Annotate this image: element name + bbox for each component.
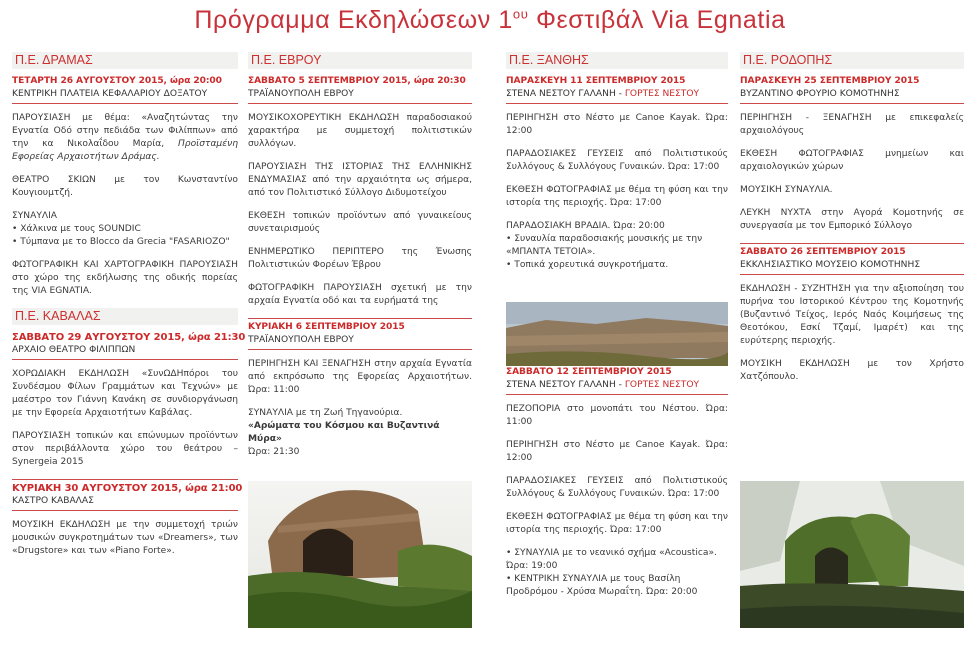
event-paragraph: ΠΕΡΙΗΓΗΣΗ - ΞΕΝΑΓΗΣΗ με επικεφαλείς αρχαιολόγους bbox=[740, 113, 964, 136]
list-item: • Συναυλία παραδοσιακής μουσικής με την «ΜΠΑΝΤΑ ΤΕΤΟΙΑ». bbox=[506, 234, 703, 257]
concert-label: ΣΥΝΑΥΛΙΑ bbox=[12, 211, 58, 221]
event-date: ΤΕΤΑΡΤΗ 26 ΑΥΓΟΥΣΤΟΥ 2015, ώρα 20:00 bbox=[12, 76, 222, 86]
list-item: • Τύμπανα με το Blocco da Grecia "FASARIOZO" bbox=[12, 237, 230, 247]
list-item: • Χάλκινα με τους SOUNDIC bbox=[12, 224, 141, 234]
event-paragraph: ΦΩΤΟΓΡΑΦΙΚΗ ΠΑΡΟΥΣΙΑΣΗ σχετική με την αρχαία Εγνατία οδό και τα ευρήματά της bbox=[248, 283, 472, 306]
event-date: ΣΑΒΒΑΤΟ 26 ΣΕΠΤΕΜΒΡΙΟΥ 2015 bbox=[740, 243, 964, 259]
event-paragraph: ΕΝΗΜΕΡΩΤΙΚΟ ΠΕΡΙΠΤΕΡΟ της Ένωσης Πολιτιστικών Φορέων Έβρου bbox=[248, 247, 472, 270]
list-item: • Τοπικά χορευτικά συγκροτήματα. bbox=[506, 260, 669, 270]
event-date: ΚΥΡΙΑΚΗ 30 ΑΥΓΟΥΣΤΟΥ 2015, ώρα 21:00 bbox=[12, 479, 238, 495]
event-paragraph: ΜΟΥΣΙΚΟΧΟΡΕΥΤΙΚΗ ΕΚΔΗΛΩΣΗ παραδοσιακού χαρακτήρα με συμμετοχή πολιτιστικών συλλόγων. bbox=[248, 113, 472, 149]
region-kavala: Π.Ε. ΚΑΒΑΛΑΣ bbox=[12, 308, 238, 325]
event-paragraph: ΠΕΡΙΗΓΗΣΗ στο Νέστο με Canoe Kayak. Ώρα: 12:00 bbox=[506, 113, 728, 136]
column-rodopi bbox=[740, 52, 964, 394]
event-paragraph: ΕΚΘΕΣΗ τοπικών προϊόντων από γυναικείους συνεταιρισμούς bbox=[248, 211, 472, 234]
event-place: ΑΡΧΑΙΟ ΘΕΑΤΡΟ ΦΙΛΙΠΠΩΝ bbox=[12, 344, 238, 360]
event-place: ΚΑΣΤΡΟ ΚΑΒΑΛΑΣ bbox=[12, 495, 238, 511]
column-evros bbox=[248, 52, 472, 459]
region-drama: Π.Ε. ΔΡΑΜΑΣ bbox=[12, 52, 238, 69]
photo-stone-wall bbox=[506, 302, 728, 366]
event-date: ΠΑΡΑΣΚΕΥΗ 25 ΣΕΠΤΕΜΒΡΙΟΥ 2015 bbox=[740, 76, 920, 86]
event-paragraph: ΠΑΡΟΥΣΙΑΣΗ με θέμα: «Αναζητώντας την Εγνατία Οδό στην πεδιάδα των Φιλίππων» από την κα Νικολαΐδου Μαρία, Προϊσταμένη Εφορείας Αρχαιοτήτων Δράμας. bbox=[12, 113, 238, 162]
region-evros: Π.Ε. ΕΒΡΟΥ bbox=[248, 52, 472, 69]
list-item: • ΚΕΝΤΡΙΚΗ ΣΥΝΑΥΛΙΑ με τους Βασίλη Προδρόμου - Χρύσα Μωραΐτη. Ώρα: 20:00 bbox=[506, 574, 698, 597]
event-paragraph: ΘΕΑΤΡΟ ΣΚΙΩΝ με τον Κωνσταντίνο Κουγιουμτζή. bbox=[12, 175, 238, 198]
concert-title: «Αρώματα του Κόσμου και Βυζαντινά Μύρα» bbox=[248, 421, 440, 444]
region-rodopi: Π.Ε. ΡΟΔΟΠΗΣ bbox=[740, 52, 964, 69]
concert-line: ΣΥΝΑΥΛΙΑ με τη Ζωή Τηγανούρια. bbox=[248, 408, 403, 418]
event-paragraph: ΠΑΡΑΔΟΣΙΑΚΕΣ ΓΕΥΣΕΙΣ από Πολιτιστικούς Συλλόγους & Συλλόγους Γυναικών. Ώρα: 17:00 bbox=[506, 476, 728, 499]
event-paragraph: ΜΟΥΣΙΚΗ ΕΚΔΗΛΩΣΗ με τον Χρήστο Χατζόπουλο. bbox=[740, 359, 964, 382]
event-paragraph: ΕΚΘΕΣΗ ΦΩΤΟΓΡΑΦΙΑΣ μνημείων και αρχαιολογικών χώρων bbox=[740, 149, 964, 172]
event-place: ΤΡΑΪΑΝΟΥΠΟΛΗ ΕΒΡΟΥ bbox=[248, 88, 472, 104]
event-paragraph: ΕΚΘΕΣΗ ΦΩΤΟΓΡΑΦΙΑΣ με θέμα τη φύση και την ιστορία της περιοχής. Ώρα: 17:00 bbox=[506, 512, 728, 535]
event-date: ΚΥΡΙΑΚΗ 6 ΣΕΠΤΕΜΒΡΙΟΥ 2015 bbox=[248, 318, 472, 334]
event-place: ΚΕΝΤΡΙΚΗ ΠΛΑΤΕΙΑ ΚΕΦΑΛΑΡΙΟΥ ΔΟΞΑΤΟΥ bbox=[12, 88, 238, 104]
event-paragraph: ΧΟΡΩΔΙΑΚΗ ΕΚΔΗΛΩΣΗ «ΣυνΩΔΗπόροι του Συνδέσμου Φίλων Γραμμάτων και Τεχνών» με μαέστρο τον Γιάννη Κανάκη σε συνδιοργάνωση με την Εφορεία Αρχαιοτήτων Καβάλας. bbox=[12, 369, 238, 418]
evening-label: ΠΑΡΑΔΟΣΙΑΚΗ ΒΡΑΔΙΑ. Ώρα: 20:00 bbox=[506, 221, 665, 231]
event-date: ΣΑΒΒΑΤΟ 29 ΑΥΓΟΥΣΤΟΥ 2015, ώρα 21:30 bbox=[12, 332, 246, 343]
event-paragraph: ΠΕΖΟΠΟΡΙΑ στο μονοπάτι του Νέστου. Ώρα: 11:00 bbox=[506, 404, 728, 427]
concert-list bbox=[506, 547, 728, 599]
concert-time: Ώρα: 21:30 bbox=[248, 447, 300, 457]
event-place: ΤΡΑΪΑΝΟΥΠΟΛΗ ΕΒΡΟΥ bbox=[248, 334, 472, 350]
column-drama-kavala bbox=[12, 52, 246, 568]
region-xanthi: Π.Ε. ΞΑΝΘΗΣ bbox=[506, 52, 728, 69]
page-title: Πρόγραμμα Εκδηλώσεων $1^{o\upsilon}$ Φεστιβάλ Via Egnatia bbox=[194, 6, 786, 34]
event-place: ΕΚΚΛΗΣΙΑΣΤΙΚΟ ΜΟΥΣΕΙΟ ΚΟΜΟΤΗΝΗΣ bbox=[740, 259, 964, 275]
event-paragraph: ΠΑΡΟΥΣΙΑΣΗ ΤΗΣ ΙΣΤΟΡΙΑΣ ΤΗΣ ΕΛΛΗΝΙΚΗΣ ΕΝΔΥΜΑΣΙΑΣ από την αρχαιότητα ως σήμερα, από τον Πολιτιστικό Σύλλογο Διδυμοτείχου bbox=[248, 162, 472, 198]
event-place: ΒΥΖΑΝΤΙΝΟ ΦΡΟΥΡΙΟ ΚΟΜΟΤΗΝΗΣ bbox=[740, 88, 964, 104]
event-date: ΣΑΒΒΑΤΟ 12 ΣΕΠΤΕΜΒΡΙΟΥ 2015 bbox=[506, 367, 672, 377]
event-paragraph: ΕΚΘΕΣΗ ΦΩΤΟΓΡΑΦΙΑΣ με θέμα τη φύση και την ιστορία της περιοχής. Ώρα: 17:00 bbox=[506, 185, 728, 208]
photo-chapel-in-trees bbox=[740, 481, 964, 628]
event-paragraph: ΛΕΥΚΗ ΝΥΧΤΑ στην Αγορά Κομοτηνής σε συνεργασία με τον Εμπορικό Σύλλογο bbox=[740, 208, 964, 231]
list-item: • ΣΥΝΑΥΛΙΑ με το νεανικό σχήμα «Acoustica». Ώρα: 19:00 bbox=[506, 548, 717, 571]
event-paragraph: ΠΑΡΑΔΟΣΙΑΚΕΣ ΓΕΥΣΕΙΣ από Πολιτιστικούς Συλλόγους & Συλλόγους Γυναικών. Ώρα: 17:00 bbox=[506, 149, 728, 172]
event-place: ΣΤΕΝΑ ΝΕΣΤΟΥ ΓΑΛΑΝΗ - ΓΟΡΤΕΣ ΝΕΣΤΟΥ bbox=[506, 88, 728, 104]
evening-list bbox=[506, 233, 728, 272]
concert-list bbox=[12, 223, 238, 249]
event-paragraph: ΜΟΥΣΙΚΗ ΕΚΔΗΛΩΣΗ με την συμμετοχή τριών μουσικών συγκροτημάτων των «Dreamers», των «Drugstore» και των «Piano Forte». bbox=[12, 520, 238, 556]
event-paragraph: ΕΚΔΗΛΩΣΗ - ΣΥΖΗΤΗΣΗ για την αξιοποίηση του πυρήνα του Ιστορικού Κέντρου της Κομοτηνής (Βυζαντινό Τείχος, Ιερός Ναός Κοιμήσεως της Θεοτόκου, Εσκί Τζαμί, Ιμαρέτ) και της ευρύτερης περιοχής. bbox=[740, 284, 964, 346]
event-place: ΣΤΕΝΑ ΝΕΣΤΟΥ ΓΑΛΑΝΗ - ΓΟΡΤΕΣ ΝΕΣΤΟΥ bbox=[506, 379, 728, 395]
event-paragraph: ΠΕΡΙΗΓΗΣΗ ΚΑΙ ΞΕΝΑΓΗΣΗ στην αρχαία Εγνατία από εκπρόσωπο της Εφορείας Αρχαιοτήτων. Ώρα: 11:00 bbox=[248, 359, 472, 395]
event-paragraph: ΜΟΥΣΙΚΗ ΣΥΝΑΥΛΙΑ. bbox=[740, 185, 833, 195]
event-date: ΣΑΒΒΑΤΟ 5 ΣΕΠΤΕΜΒΡΙΟΥ 2015, ώρα 20:30 bbox=[248, 76, 466, 86]
photo-ruined-arch bbox=[248, 481, 472, 628]
event-paragraph: ΠΑΡΟΥΣΙΑΣΗ τοπικών και επώνυμων προϊόντων στον περιβάλλοντα χώρο του θεάτρου – Synergeia 2015 bbox=[12, 431, 238, 467]
event-paragraph: ΦΩΤΟΓΡΑΦΙΚΗ ΚΑΙ ΧΑΡΤΟΓΡΑΦΙΚΗ ΠΑΡΟΥΣΙΑΣΗ στο χώρο της εκδήλωσης της οδικής πορείας της VIA EGNATIA. bbox=[12, 260, 238, 296]
event-paragraph: ΠΕΡΙΗΓΗΣΗ στο Νέστο με Canoe Kayak. Ώρα: 12:00 bbox=[506, 440, 728, 463]
event-date: ΠΑΡΑΣΚΕΥΗ 11 ΣΕΠΤΕΜΒΡΙΟΥ 2015 bbox=[506, 76, 686, 86]
